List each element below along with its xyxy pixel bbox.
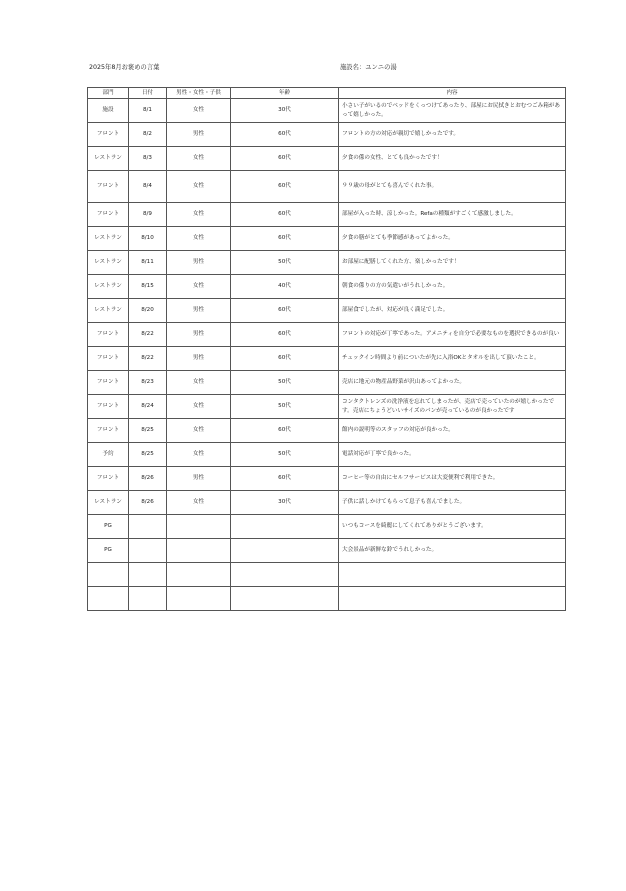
cell-department: フロント: [88, 203, 129, 227]
cell-age: 60代: [231, 171, 339, 203]
cell-department: フロント: [88, 371, 129, 395]
table-row: [88, 147, 566, 171]
cell-gender: 男性: [167, 251, 231, 275]
cell-age: 60代: [231, 147, 339, 171]
cell-gender: [167, 515, 231, 539]
cell-gender: [167, 539, 231, 563]
cell-age: 60代: [231, 299, 339, 323]
cell-content: 部屋が入った時、涼しかった。Refaの種類がすごくて感激しました。: [339, 203, 566, 227]
cell-department: フロント: [88, 323, 129, 347]
cell-age: 60代: [231, 419, 339, 443]
cell-content: お部屋に配膳してくれた方、楽しかったです！: [339, 251, 566, 275]
cell-age: 60代: [231, 347, 339, 371]
table-header-row: [88, 88, 566, 99]
cell-age: 60代: [231, 227, 339, 251]
cell-gender: 男性: [167, 347, 231, 371]
cell-date: 8/26: [129, 467, 167, 491]
col-header-date: 日付: [129, 88, 167, 99]
table-row: [88, 515, 566, 539]
cell-gender: 女性: [167, 171, 231, 203]
facility-name: 施設名：ユンニの湯: [340, 64, 397, 71]
table-row: [88, 123, 566, 147]
cell-age: [231, 539, 339, 563]
cell-gender: 女性: [167, 395, 231, 419]
cell-department: フロント: [88, 419, 129, 443]
table-row: [88, 539, 566, 563]
cell-gender: 女性: [167, 99, 231, 123]
cell-department: [88, 587, 129, 611]
table-row: [88, 323, 566, 347]
cell-date: 8/15: [129, 275, 167, 299]
cell-age: [231, 587, 339, 611]
table-row: [88, 251, 566, 275]
table-row: [88, 419, 566, 443]
cell-date: [129, 539, 167, 563]
cell-gender: 男性: [167, 467, 231, 491]
cell-content: [339, 563, 566, 587]
cell-content: いつもコースを綺麗にしてくれてありがとうございます。: [339, 515, 566, 539]
cell-age: 50代: [231, 443, 339, 467]
cell-gender: 男性: [167, 123, 231, 147]
cell-gender: 男性: [167, 323, 231, 347]
cell-department: PG: [88, 539, 129, 563]
cell-age: [231, 515, 339, 539]
cell-department: 施設: [88, 99, 129, 123]
cell-content: ９９歳の母がとても喜んでくれた事。: [339, 171, 566, 203]
cell-content: 売店に地元の物産品野菜が沢山あってよかった。: [339, 371, 566, 395]
col-header-gender: 男性・女性・子供: [167, 88, 231, 99]
cell-gender: 女性: [167, 203, 231, 227]
cell-gender: 女性: [167, 419, 231, 443]
cell-date: 8/10: [129, 227, 167, 251]
table-row: [88, 443, 566, 467]
table-row: [88, 371, 566, 395]
cell-content: フロントの対応が丁寧であった。アメニティを自分で必要なものを選択できるのが良い: [339, 323, 566, 347]
cell-department: [88, 563, 129, 587]
cell-gender: [167, 563, 231, 587]
table-row: [88, 563, 566, 587]
cell-content: 小さい子がいるのでベッドをくっつけてあったり、部屋にお尻拭きとおむつごみ箱があって嬉しかった。: [339, 99, 566, 123]
cell-date: 8/1: [129, 99, 167, 123]
cell-date: 8/20: [129, 299, 167, 323]
cell-age: 50代: [231, 395, 339, 419]
cell-gender: 女性: [167, 227, 231, 251]
cell-department: レストラン: [88, 299, 129, 323]
cell-department: フロント: [88, 347, 129, 371]
col-header-content: 内容: [339, 88, 566, 99]
cell-gender: 女性: [167, 147, 231, 171]
cell-department: レストラン: [88, 251, 129, 275]
cell-department: レストラン: [88, 227, 129, 251]
cell-date: 8/25: [129, 443, 167, 467]
cell-gender: 女性: [167, 491, 231, 515]
cell-content: 部屋食でしたが、対応が良く満足でした。: [339, 299, 566, 323]
cell-age: 50代: [231, 371, 339, 395]
cell-date: 8/25: [129, 419, 167, 443]
cell-gender: 女性: [167, 443, 231, 467]
report-title: 2025年8月お褒めの言葉: [89, 64, 160, 71]
table-row: [88, 227, 566, 251]
cell-age: 30代: [231, 99, 339, 123]
cell-content: 夕食の係の女性、とても良かったです！: [339, 147, 566, 171]
cell-department: フロント: [88, 123, 129, 147]
cell-date: 8/22: [129, 323, 167, 347]
cell-content: 子供に話しかけてもらって息子も喜んでました。: [339, 491, 566, 515]
table-row: [88, 587, 566, 611]
cell-content: コーヒー等の自由にセルフサービスは大変便利で利用できた。: [339, 467, 566, 491]
cell-content: チェックイン時間より前についたが先に入浴OKとタオルを出して頂いたこと。: [339, 347, 566, 371]
cell-content: 夕食の膳がとても季節感があってよかった。: [339, 227, 566, 251]
cell-date: 8/2: [129, 123, 167, 147]
cell-department: 予約: [88, 443, 129, 467]
table-row: [88, 203, 566, 227]
cell-date: 8/9: [129, 203, 167, 227]
cell-date: 8/4: [129, 171, 167, 203]
cell-content: 電話対応が丁寧で良かった。: [339, 443, 566, 467]
table-row: [88, 299, 566, 323]
cell-date: 8/24: [129, 395, 167, 419]
cell-department: フロント: [88, 395, 129, 419]
cell-content: フロントの方の対応が親切で嬉しかったです。: [339, 123, 566, 147]
praise-table: [87, 87, 566, 611]
cell-department: フロント: [88, 467, 129, 491]
cell-content: 館内の説明等のスタッフの対応が良かった。: [339, 419, 566, 443]
table-row: [88, 491, 566, 515]
cell-gender: 女性: [167, 275, 231, 299]
cell-date: 8/3: [129, 147, 167, 171]
cell-age: 60代: [231, 323, 339, 347]
cell-date: [129, 587, 167, 611]
cell-date: 8/22: [129, 347, 167, 371]
col-header-age: 年齢: [231, 88, 339, 99]
cell-age: 30代: [231, 491, 339, 515]
col-header-department: 部門: [88, 88, 129, 99]
cell-age: [231, 563, 339, 587]
cell-department: レストラン: [88, 491, 129, 515]
table-row: [88, 171, 566, 203]
cell-date: 8/26: [129, 491, 167, 515]
cell-date: 8/23: [129, 371, 167, 395]
cell-department: PG: [88, 515, 129, 539]
cell-gender: 女性: [167, 371, 231, 395]
cell-age: 40代: [231, 275, 339, 299]
cell-department: レストラン: [88, 147, 129, 171]
cell-age: 60代: [231, 467, 339, 491]
table-row: [88, 467, 566, 491]
cell-content: [339, 587, 566, 611]
cell-age: 50代: [231, 251, 339, 275]
cell-gender: 男性: [167, 299, 231, 323]
table-row: [88, 347, 566, 371]
cell-date: [129, 515, 167, 539]
cell-age: 60代: [231, 203, 339, 227]
cell-content: 大会景品が新鮮な鈴でうれしかった。: [339, 539, 566, 563]
table-row: [88, 395, 566, 419]
cell-department: レストラン: [88, 275, 129, 299]
cell-date: [129, 563, 167, 587]
cell-content: 朝食の係りの方の気遣いがうれしかった。: [339, 275, 566, 299]
table-row: [88, 99, 566, 123]
cell-age: 60代: [231, 123, 339, 147]
cell-gender: [167, 587, 231, 611]
cell-content: コンタクトレンズの洗浄液を忘れてしまったが、売店で売っていたのが嬉しかったです。売店にちょうどいいサイズのパンが売っているのが良かったです: [339, 395, 566, 419]
cell-department: フロント: [88, 171, 129, 203]
cell-date: 8/11: [129, 251, 167, 275]
table-row: [88, 275, 566, 299]
